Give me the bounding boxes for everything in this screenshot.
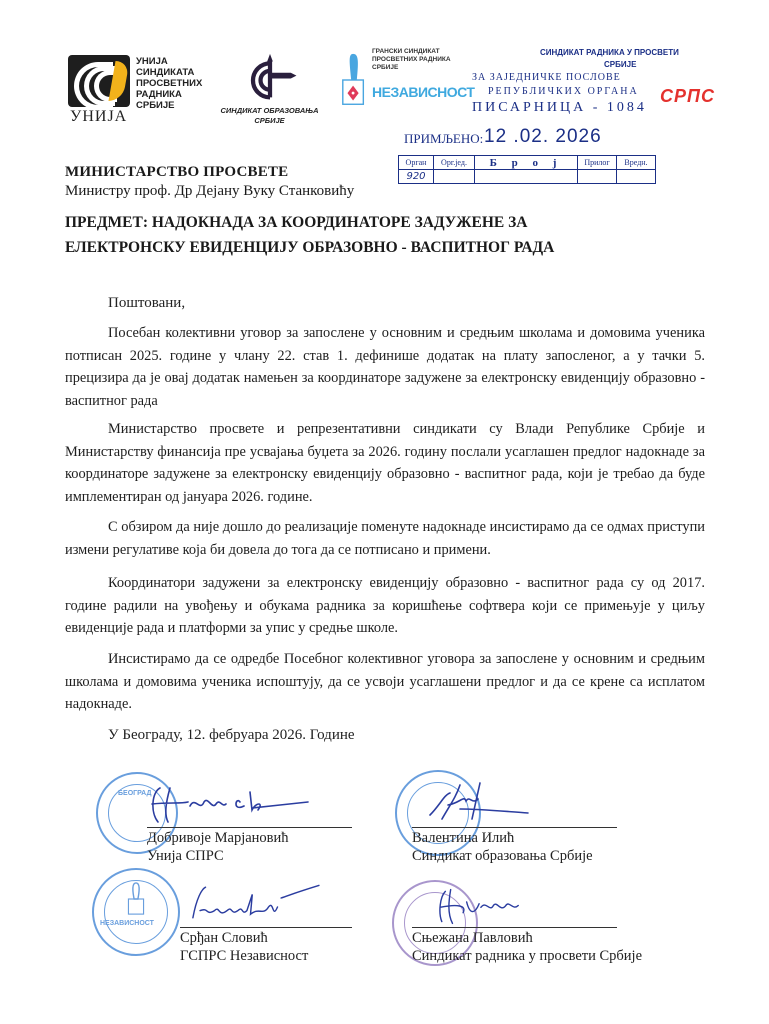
nezavisnost-seal-icon (92, 868, 180, 956)
unija-name-line: УНИЈА (136, 56, 168, 67)
nezavisnost-subtitle (372, 48, 468, 72)
body-paragraph: Инсистирамо да се одредбе Посебног колективног уговора за запослене у основним и средњим школама и домовима ученика испоштују, да се усвоји усаглашени предлог и да се крене са исплатом надокнаде. (65, 651, 705, 712)
registry-table-header (399, 156, 656, 170)
registry-col-vredn: Вредн. (617, 156, 656, 170)
registry-stamp-sub: РЕПУБЛИЧКИХ ОРГАНА (488, 86, 639, 97)
subject-line: ПРЕДМЕТ: НАДОКНАДА ЗА КООРДИНАТОРЕ ЗАДУЖЕНЕ ЗА (65, 214, 528, 231)
nezavisnost-subtitle-line: ГРАНСКИ СИНДИКАТ (372, 48, 440, 55)
signatory-org: Унија СПРС (147, 848, 224, 864)
so-logo-icon (240, 52, 300, 104)
unija-logo-word: УНИЈА (70, 108, 128, 125)
received-date: 12 .02. 2026 (484, 126, 602, 147)
signature-slovic-icon (180, 880, 330, 925)
registry-col-prilog: Прилог (578, 156, 617, 170)
unija-logo-icon (68, 55, 130, 107)
signatory-name: Сњежана Павловић (412, 930, 533, 946)
body-paragraph: Министарство просвете и репрезентативни синдикати су Влади Републике Србије и Министарству финансија пре усвајања буџета за 2026. годину послали усаглашен предлог надокнаде за координаторе задужене за електронску евиденцију образовно - васпитног рада, који је требао да буде имплементиран од јануара 2026. године. (65, 421, 705, 505)
body-paragraph: Посебан колективни уговор за запослене у основним и средњим школама и домовима ученика потписан 2025. године у члану 22. став 1. дефинише додатак на плату запосленог, а у тачки 5. прецизира да је овај додатак намењен за координаторе задужене за електронску евиденцију образовно - васпитног рада (65, 325, 705, 409)
registry-cell-organ: 920 (399, 170, 434, 184)
signature-pavlovic-icon (425, 886, 535, 926)
signatory-org: Синдикат радника у просвети Србије (412, 948, 643, 964)
body-paragraph: С обзиром да није дошло до реализације поменуте надокнаде инсистирамо да се одмах приступи измени регулативе која би довела до тога да се потписано и примени. (65, 519, 705, 558)
seal-text: НЕЗАВИСНОСТ (100, 920, 154, 927)
unija-name (136, 56, 202, 111)
seal-text: БЕОГРАД (118, 790, 152, 797)
signature-line (147, 827, 352, 828)
registry-col-organ: Орган (399, 156, 434, 170)
unija-name-line: ПРОСВЕТНИХ (136, 78, 203, 89)
registry-cell (475, 170, 578, 184)
sprs-red-mark: СРПС (660, 86, 715, 106)
unija-name-line: СРБИЈЕ (136, 100, 175, 111)
nezavisnost-word: НЕЗАВИСНОСТ (372, 84, 475, 100)
received-label: ПРИМЉЕНО: (404, 131, 484, 146)
addressee-ministry: МИНИСТАРСТВО ПРОСВЕТЕ (65, 164, 289, 180)
addressee-minister: Министру проф. Др Дејану Вуку Станковићу (65, 183, 355, 199)
registry-cell (578, 170, 617, 184)
signature-line (412, 927, 617, 928)
so-name-line: СРБИЈЕ (254, 116, 285, 125)
registry-col-broj: Б р о ј (475, 156, 578, 170)
registry-cell (434, 170, 475, 184)
registry-stamp-office: ПИСАРНИЦА - 1084 (472, 100, 647, 115)
signatory-name: Валентина Илић (412, 830, 515, 846)
nezavisnost-logo-icon (340, 50, 368, 110)
unija-name-line: РАДНИКА (136, 89, 182, 100)
so-name (212, 106, 327, 126)
registry-stamp-top: ЗА ЗАЈЕДНИЧКЕ ПОСЛОВЕ (472, 72, 621, 83)
signature-line (412, 827, 617, 828)
sprs-stamp-line1: СИНДИКАТ РАДНИКА У ПРОСВЕТИ (540, 48, 679, 57)
signature-marjanovic-icon (140, 782, 310, 827)
body-paragraph: Координатори задужени за електронску евиденцију образовно - васпитног рада су од 2017. године радили на увођењу и обукама радника за коришћење софтвера који се примењује у циљу евиденције рада и платформи за упис у средње школе. (65, 575, 705, 636)
registry-table (398, 155, 656, 184)
so-name-line: СИНДИКАТ ОБРАЗОВАЊА (220, 106, 319, 115)
subject-line: ЕЛЕКТРОНСКУ ЕВИДЕНЦИЈУ ОБРАЗОВНО - ВАСПИТНОГ РАДА (65, 239, 555, 256)
place-date: У Београду, 12. фебруара 2026. Године (108, 727, 355, 743)
signatory-org: Синдикат образовања Србије (412, 848, 593, 864)
signature-ilic-icon (420, 775, 540, 825)
subject-heading (65, 210, 705, 260)
unija-name-line: СИНДИКАТА (136, 67, 195, 78)
registry-cell (617, 170, 656, 184)
sprs-stamp-line2: СРБИЈЕ (604, 60, 637, 69)
greeting: Поштовани, (108, 295, 186, 311)
signature-line (180, 927, 352, 928)
signatory-name: Добривоје Марјановић (147, 830, 289, 846)
nezavisnost-subtitle-line: ПРОСВЕТНИХ РАДНИКА СРБИЈЕ (372, 56, 451, 71)
registry-table-row (399, 170, 656, 184)
signatory-name: Срђан Словић (180, 930, 268, 946)
seal-emblem-icon (125, 882, 147, 916)
signatory-org: ГСПРС Независност (180, 948, 309, 964)
registry-col-orgjed: Орг.јед. (434, 156, 475, 170)
